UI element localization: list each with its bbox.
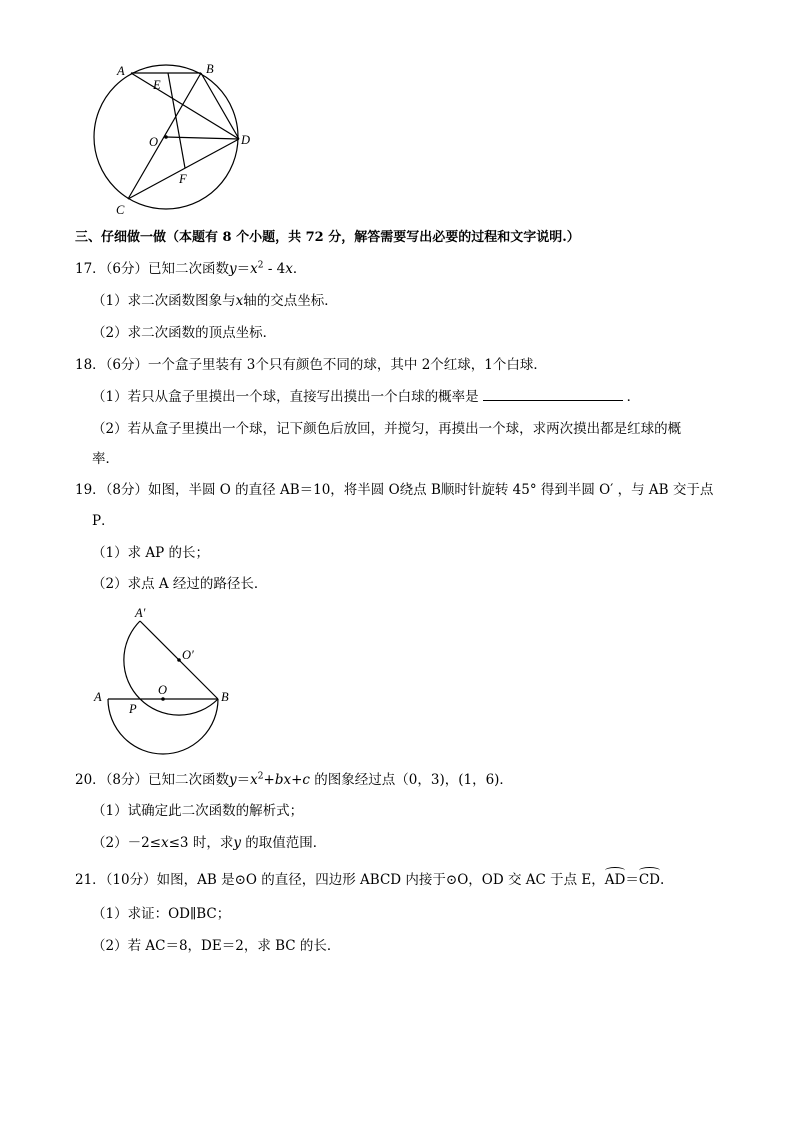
label-c: C [116,203,125,217]
q17-stem [75,260,306,278]
q17-part1-a: （1）求二次函数图象与 [92,293,236,309]
q18-part2-line1: （2）若从盒子里摸出一个球，记下颜色后放回，并搅匀，再摸出一个球，求两次摸出都是红球的概 [92,421,682,437]
label-a-prime: A′ [135,606,146,620]
q20-part2-a: （2）－2≤ [92,835,161,851]
label-o-prime: O′ [182,648,194,662]
q18-part2-line2: 率． [92,451,119,467]
semicircle-o-prime [124,621,218,715]
arc-ad: AD [604,872,626,888]
label-a: A [117,64,125,78]
q17-part2: （2）求二次函数的顶点坐标． [92,325,277,341]
center-dot-o [161,697,165,701]
segment-ef [168,73,185,168]
label-o: O [149,135,159,149]
segment-bd [201,73,239,139]
label-e: E [153,78,161,92]
q19-part1: （1）求 AP 的长； [92,545,210,561]
q20-part2-y: y [233,835,241,851]
q17-part1 [92,292,338,310]
circle-figure-1 [88,58,258,220]
label-f: F [179,172,187,186]
q20-func-c: c [302,772,310,788]
q17-part1-b: 轴的交点坐标． [243,293,338,309]
q21-part1: （1）求证：OD∥BC； [92,906,231,922]
q19-stem-line2: P． [92,513,115,529]
q17-expr-rest: - 4 [263,261,286,277]
q17-part1-x: x [235,293,244,309]
segment-ad [131,73,239,139]
q17-expr-x2: x [285,261,293,277]
q20-part2-x: x [161,835,169,851]
q18-part1 [92,388,640,406]
q20-prefix: 20．（8分）已知二次函数 [75,772,230,788]
q17-expr-eq: ＝ [236,261,251,277]
q20-stem [75,771,513,789]
segment-cd [128,139,239,199]
label-o: O [158,683,168,697]
q20-func-y: y [229,772,237,788]
q21-part2: （2）若 AC＝8，DE＝2，求 BC 的长． [92,938,341,954]
q21-stem [75,871,664,889]
center-dot-o-prime [177,658,181,662]
arc-cd: CD [638,872,660,888]
label-b: B [221,690,229,704]
q20-part2-b: ≤3 时，求 [168,835,234,851]
answer-blank[interactable] [483,388,623,401]
q18-stem: 18．（6分）一个盒子里装有 3个只有颜色不同的球，其中 2个红球，1个白球． [75,357,547,373]
label-b: B [206,62,214,76]
q17-expr-end: ． [292,261,307,277]
q18-part1-end: ． [626,389,641,405]
q21-stem-a: 21．（10分）如图，AB 是⊙O 的直径，四边形 ABCD 内接于⊙O，OD 交 AC 于点 E， [75,872,605,888]
q17-expr-x: x [250,261,258,277]
q20-func-exp: 2 [257,771,264,782]
q20-func-bx: bx [274,772,292,788]
center-dot-o [164,135,168,139]
q20-part2 [92,834,326,852]
q18-part1-text: （1）若只从盒子里摸出一个球，直接写出摸出一个白球的概率是 [92,389,479,405]
q20-part2-c: 的取值范围． [240,835,327,851]
label-d: D [241,133,251,147]
semicircle-figure-2 [88,600,248,760]
q20-func-x: x [250,772,258,788]
q20-func-plus2: + [291,772,303,788]
label-p: P [129,702,137,716]
semicircle-o [108,699,218,754]
segment-od [166,137,239,139]
q17-prefix: 17．（6分）已知二次函数 [75,261,230,277]
label-a: A [94,690,102,704]
q20-suffix: 的图象经过点（0，3)，(1，6)． [309,772,513,788]
section-heading: 三、仔细做一做（本题有 8 个小题，共 72 分，解答需要写出必要的过程和文字说明.） [75,230,580,245]
q19-part2: （2）求点 A 经过的路径长． [92,576,268,592]
q17-expr-exp: 2 [257,260,264,271]
segment-bc [128,73,201,199]
q21-stem-end: . [660,872,665,888]
q19-stem-line1: 19．（8分）如图，半圆 O 的直径 AB＝10，将半圆 O绕点 B顺时针旋转 45° 得到半圆 O′ ，与 AB 交于点 [75,482,714,498]
q21-eq: ＝ [625,872,639,888]
q20-part1: （1）试确定此二次函数的解析式； [92,803,304,819]
q20-func-eq: ＝ [236,772,251,788]
q17-expr-y: y [229,261,237,277]
q20-func-plus1: + [263,772,275,788]
